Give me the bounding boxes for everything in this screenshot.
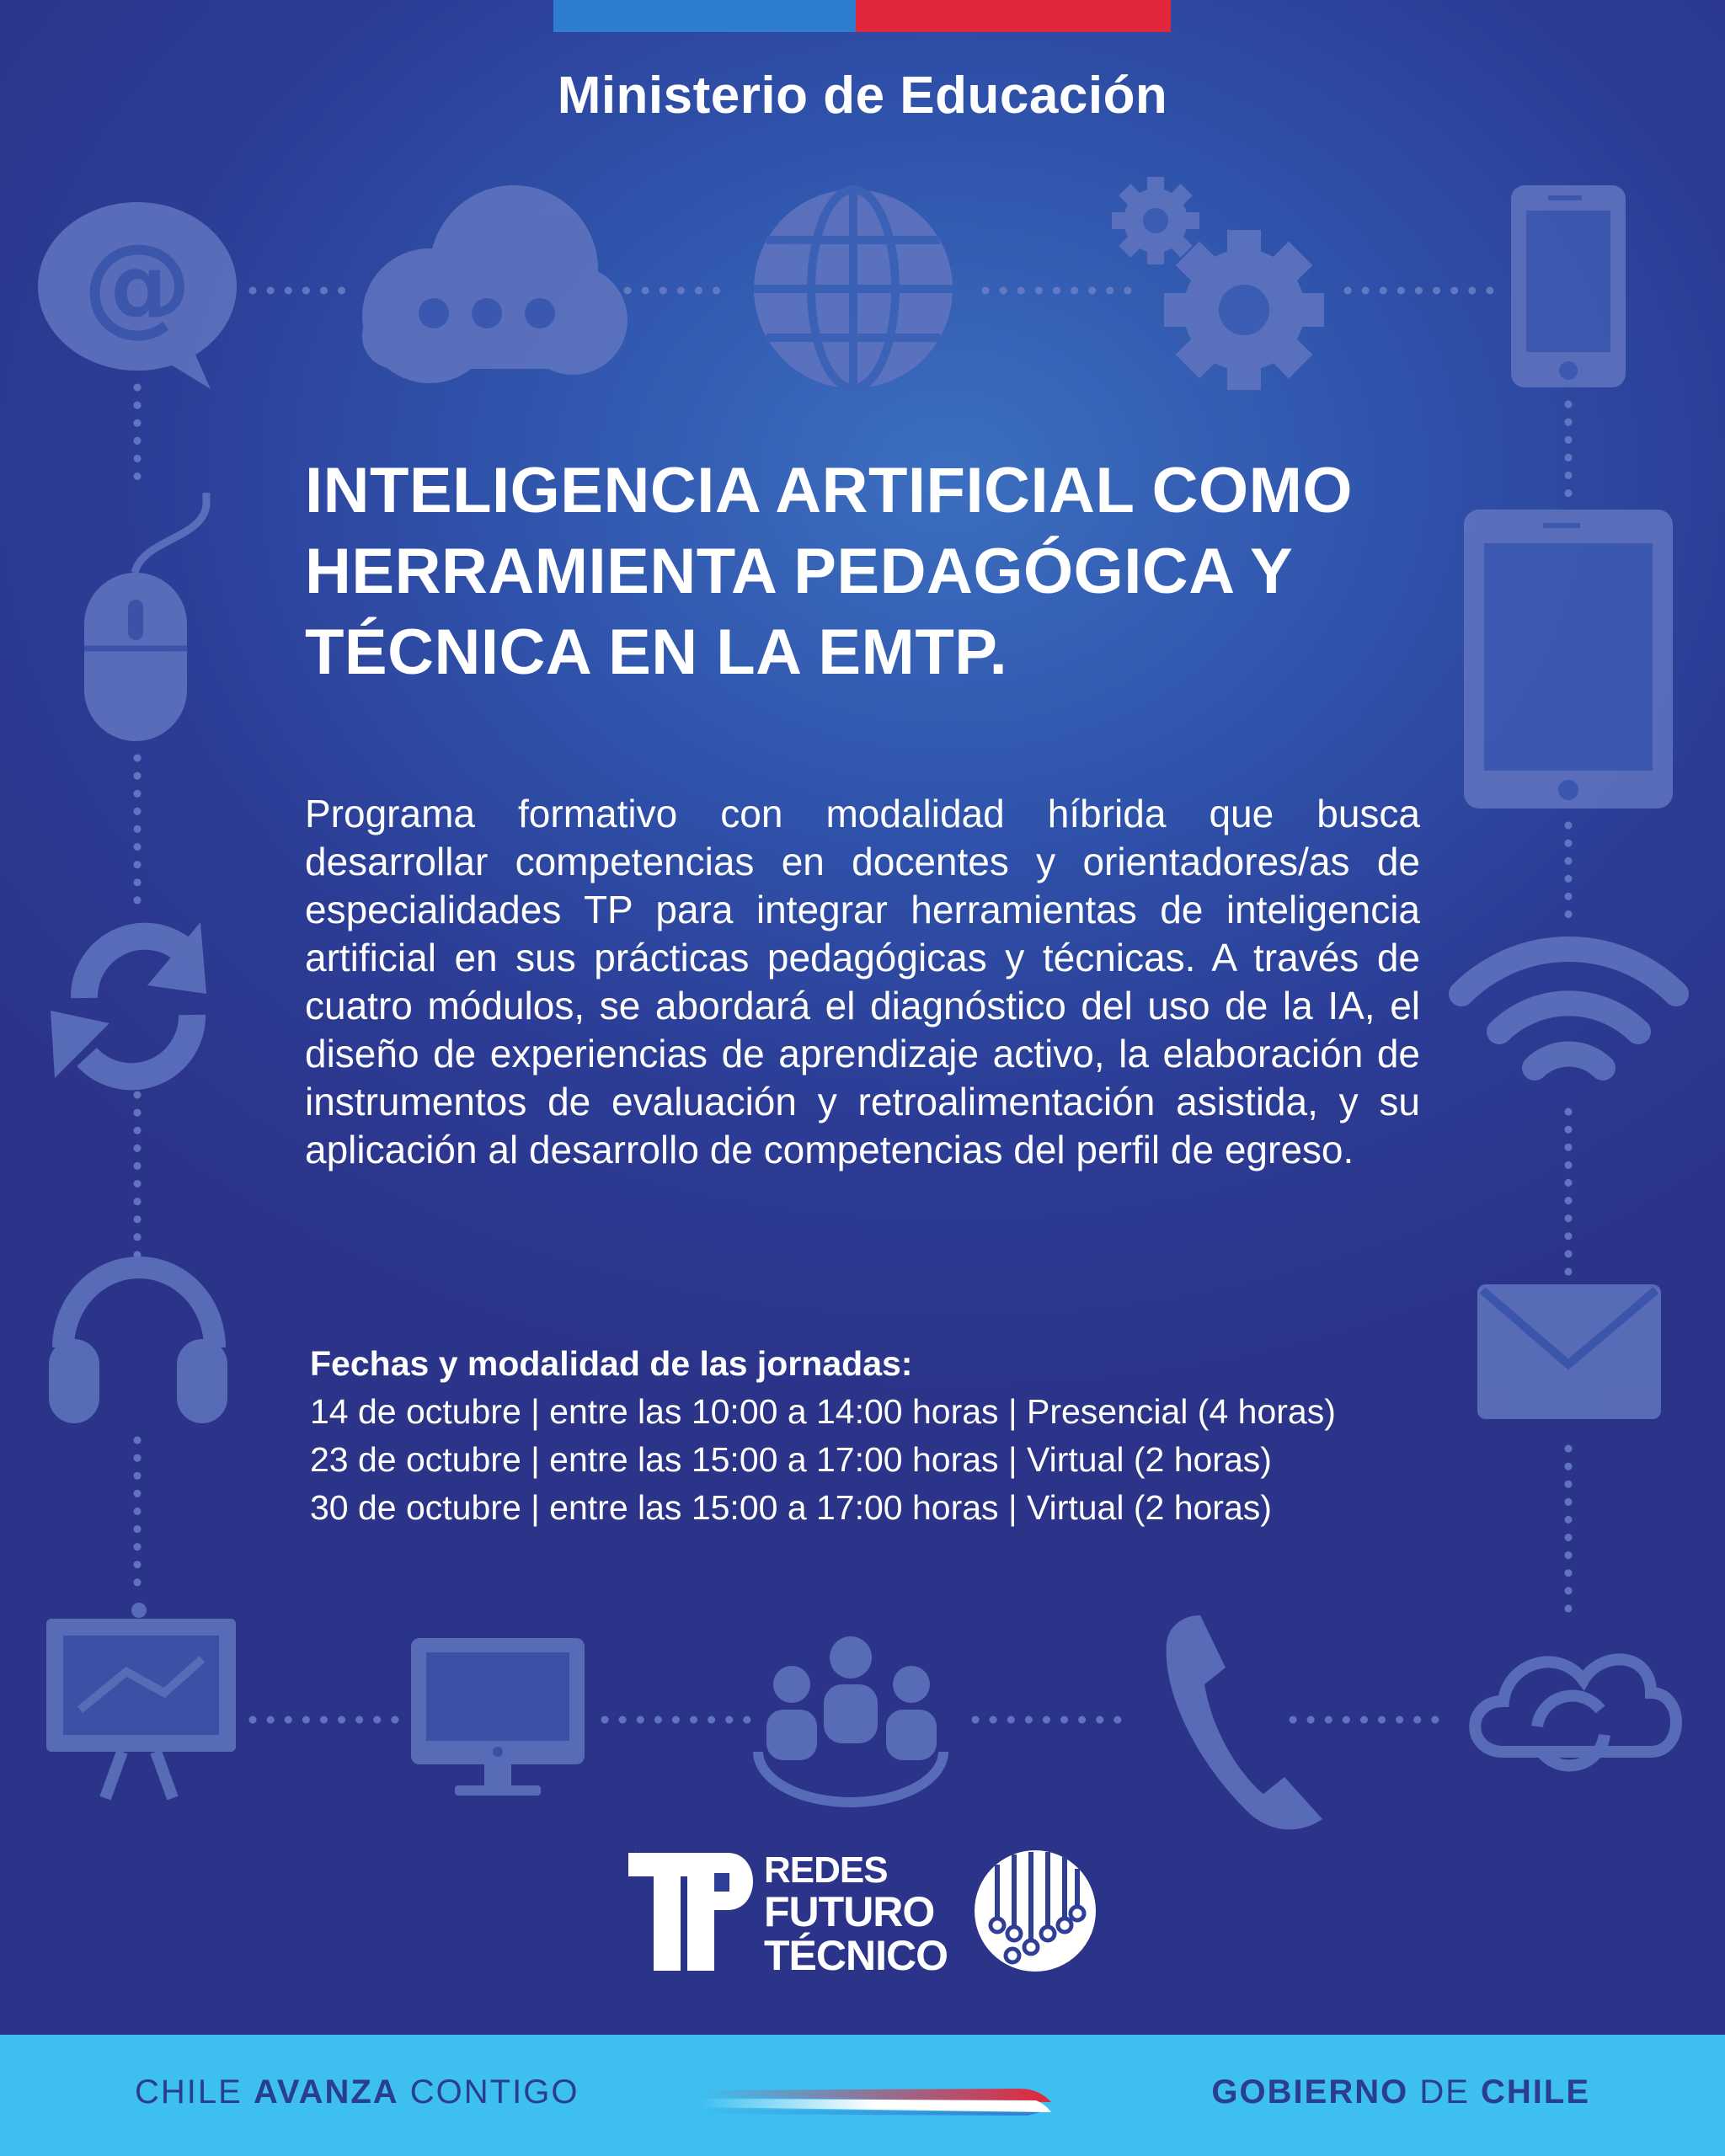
schedule-block <box>310 1339 1489 1532</box>
wifi-icon <box>1461 949 1676 1068</box>
program-title <box>305 451 1450 693</box>
refresh-icon <box>51 922 206 1078</box>
slogan-part: CONTIGO <box>398 2073 579 2111</box>
tp-logo-mark-text: TP <box>635 1851 637 1852</box>
logo-line-futuro: FUTURO <box>764 1888 935 1935</box>
footer-flag-swoosh-icon <box>699 2084 1053 2117</box>
cloud-chat-icon <box>362 185 628 383</box>
title-line: TÉCNICA EN LA EMTP. <box>305 616 1008 688</box>
logo-line-redes: REDES <box>764 1849 888 1891</box>
people-group-icon <box>758 1636 943 1802</box>
redes-futuro-tecnico-logo <box>627 1843 1098 1977</box>
tp-logo-mark-icon <box>627 1843 761 1977</box>
circuit-circle-icon <box>972 1848 1098 1974</box>
government-part: CHILE <box>1481 2073 1590 2111</box>
globe-icon <box>754 189 953 388</box>
title-line: HERRAMIENTA PEDAGÓGICA Y <box>305 536 1294 607</box>
program-description: Programa formativo con modalidad híbrida que busca desarrollar competencias en docentes y orientadores/as de especialidades TP para integrar herramientas de inteligencia artificial en sus prácticas pedagógicas y técnicas. A través de cuatro módulos, se abordará el diagnóstico del uso de la IA, el diseño de experiencias de aprendizaje activo, la elaboración de instrumentos de evaluación y retroalimentación asistida, y su aplicación al desarrollo de competencias del perfil de egreso. <box>305 792 1420 1171</box>
schedule-line: 30 de octubre | entre las 15:00 a 17:00 horas | Virtual (2 horas) <box>310 1488 1272 1527</box>
gears-icon <box>1112 177 1324 390</box>
government-part: GOBIERNO <box>1211 2073 1409 2111</box>
footer-slogan <box>135 2073 579 2111</box>
schedule-line: 23 de octubre | entre las 15:00 a 17:00 horas | Virtual (2 horas) <box>310 1440 1272 1479</box>
monitor-icon <box>411 1638 585 1796</box>
mouse-icon <box>84 493 206 741</box>
tablet-icon <box>1464 510 1673 808</box>
headphones-icon <box>49 1267 227 1423</box>
schedule-heading: Fechas y modalidad de las jornadas: <box>310 1344 913 1383</box>
envelope-icon <box>1477 1284 1661 1419</box>
title-line: INTELIGENCIA ARTIFICIAL COMO <box>305 455 1354 526</box>
government-part: DE <box>1408 2073 1481 2111</box>
smartphone-icon <box>1511 185 1626 387</box>
slogan-part: AVANZA <box>253 2073 399 2111</box>
schedule-line: 14 de octubre | entre las 10:00 a 14:00 horas | Presencial (4 horas) <box>310 1392 1336 1431</box>
svg-text:@: @ <box>83 220 192 348</box>
footer-bar <box>0 2035 1725 2156</box>
email-at-icon <box>38 202 237 389</box>
logo-wordmark <box>764 1851 948 1977</box>
footer-government <box>1211 2073 1590 2111</box>
ministry-title: Ministerio de Educación <box>557 67 1168 125</box>
cloud-sync-icon <box>1475 1659 1676 1765</box>
slogan-part: CHILE <box>135 2073 254 2111</box>
phone-handset-icon <box>1167 1615 1322 1829</box>
presentation-chart-icon <box>46 1603 236 1798</box>
logo-line-tecnico: TÉCNICO <box>764 1932 948 1979</box>
